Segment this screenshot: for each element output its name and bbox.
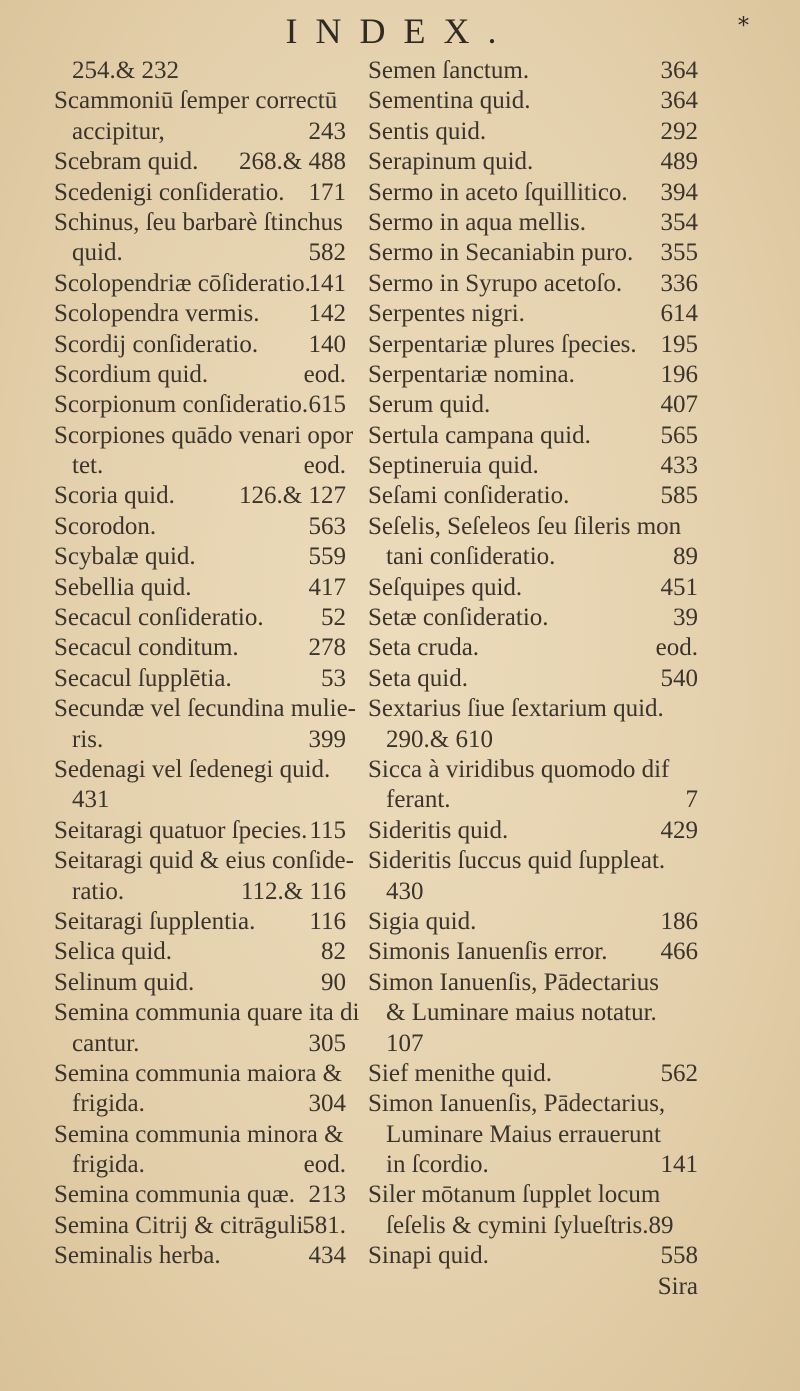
- entry-text: Seſquipes quid.: [368, 573, 523, 601]
- entry-text: Selinum quid.: [54, 968, 195, 996]
- index-entry: [368, 178, 698, 208]
- entry-text: Semina communia quare ita di: [54, 999, 360, 1027]
- index-entry: [54, 664, 346, 694]
- entry-text: cantur.: [72, 1029, 140, 1057]
- index-entry: [54, 117, 346, 147]
- page-number: 562: [660, 1059, 698, 1087]
- entry-text: Seminalis herba.: [54, 1242, 221, 1270]
- index-entry: [368, 481, 698, 511]
- entry-text: & Luminare maius notatur.: [386, 999, 657, 1027]
- entry-text: Secundæ vel ſecundina mulie-: [54, 695, 357, 723]
- entry-text: ſeſelis & cymini ſylueſtris.89: [386, 1211, 674, 1239]
- index-entry: [54, 633, 346, 663]
- entry-text: Semina communia maiora &: [54, 1059, 343, 1087]
- page-number: 243: [308, 117, 346, 145]
- page-number: 540: [660, 664, 698, 692]
- page-number: 407: [660, 391, 698, 419]
- entry-text: Sermo in Syrupo acetoſo.: [368, 269, 623, 297]
- page-number: 364: [660, 87, 698, 115]
- index-entry: [54, 998, 360, 1028]
- index-entry: [368, 1241, 698, 1271]
- index-entry: [368, 56, 698, 86]
- page-number: eod.: [655, 634, 698, 662]
- page-number: 171: [308, 178, 346, 206]
- page-number: 582: [308, 239, 346, 267]
- index-entry: [368, 694, 698, 724]
- entry-text: Seſami conſideratio.: [368, 482, 570, 510]
- index-entry: [54, 846, 354, 876]
- entry-text: Serpentes nigri.: [368, 300, 525, 328]
- page-number: 141: [308, 269, 346, 297]
- index-entry: [54, 816, 346, 846]
- page-number: 268.& 488: [239, 148, 346, 176]
- entry-text: Secacul conſideratio.: [54, 604, 264, 632]
- entry-text: in ſcordio.: [386, 1151, 489, 1179]
- page-number: 434: [308, 1242, 346, 1270]
- page-number: 429: [660, 816, 698, 844]
- index-entry: [368, 907, 698, 937]
- index-entry: [54, 238, 346, 268]
- index-entry: [368, 330, 698, 360]
- index-entry: [54, 1211, 346, 1241]
- entry-text: Sinapi quid.: [368, 1242, 489, 1270]
- page-number: 292: [660, 117, 698, 145]
- index-entry: [54, 694, 357, 724]
- entry-text: Sideritis quid.: [368, 816, 509, 844]
- entry-text: Scorpiones quādo venari opor: [54, 421, 354, 449]
- index-entry: [54, 86, 346, 116]
- entry-text: Seitaragi ſupplentia.: [54, 907, 256, 935]
- index-entry: [368, 238, 698, 268]
- entry-text: Sermo in aqua mellis.: [368, 208, 587, 236]
- entry-text: frigida.: [72, 1151, 145, 1179]
- index-entry: [368, 117, 698, 147]
- page-number: 278: [308, 634, 346, 662]
- entry-text: Sementina quid.: [368, 87, 531, 115]
- entry-text: Scedenigi conſideratio.: [54, 178, 285, 206]
- page-number: 7: [685, 786, 698, 814]
- star-icon: *: [738, 14, 749, 39]
- page-number: 53: [321, 664, 346, 692]
- entry-text: 430: [386, 877, 424, 905]
- index-entry: [54, 968, 346, 998]
- entry-text: Scebram quid.: [54, 148, 199, 176]
- index-entry: [54, 877, 346, 907]
- index-entry: [368, 299, 698, 329]
- page-number: 558: [660, 1242, 698, 1270]
- entry-text: Scybalæ quid.: [54, 543, 196, 571]
- index-entry: [54, 1029, 346, 1059]
- entry-text: quid.: [72, 239, 123, 267]
- index-entry: [54, 147, 346, 177]
- page-number: 559: [308, 543, 346, 571]
- catchword: Sira: [657, 1272, 698, 1300]
- entry-text: Simon Ianuenſis, Pādectarius: [368, 968, 659, 996]
- index-entry: [368, 1089, 698, 1119]
- index-entry: [54, 360, 346, 390]
- index-entry: [54, 451, 346, 481]
- page-number: 52: [321, 604, 346, 632]
- entry-text: Selica quid.: [54, 938, 173, 966]
- page-number: 394: [660, 178, 698, 206]
- index-entry: [54, 937, 346, 967]
- index-entry: [368, 269, 698, 299]
- index-entry: [368, 542, 698, 572]
- index-entry: [368, 390, 698, 420]
- entry-text: Sicca à viridibus quomodo dif: [368, 755, 670, 783]
- entry-text: Simon Ianuenſis, Pādectarius,: [368, 1090, 666, 1118]
- page-number: 615: [308, 391, 346, 419]
- entry-text: Seitaragi quatuor ſpecies.: [54, 816, 308, 844]
- entry-text: Scorpionum conſideratio.: [54, 391, 309, 419]
- page-number: 213: [308, 1181, 346, 1209]
- index-entry: [368, 1059, 698, 1089]
- index-entry: [368, 512, 698, 542]
- page-number: 489: [660, 148, 698, 176]
- index-entry: [368, 968, 698, 998]
- index-entry: [54, 56, 346, 86]
- index-entry: [54, 603, 346, 633]
- page-number: 115: [309, 816, 346, 844]
- left-column: [54, 56, 360, 1272]
- entry-text: 107: [386, 1029, 424, 1057]
- page-number: 581.: [302, 1211, 346, 1239]
- index-entry: [54, 208, 346, 238]
- page-number: 82: [321, 938, 346, 966]
- index-entry: [368, 633, 698, 663]
- page-number: 304: [308, 1090, 346, 1118]
- index-entry: [368, 816, 698, 846]
- entry-text: Sextarius ſiue ſextarium quid.: [368, 695, 664, 723]
- index-entry: [54, 1180, 346, 1210]
- index-entry: [368, 451, 698, 481]
- entry-text: frigida.: [72, 1090, 145, 1118]
- index-entry: [54, 907, 346, 937]
- entry-text: Sigia quid.: [368, 907, 477, 935]
- index-entry: [368, 755, 698, 785]
- index-entry: [54, 755, 346, 785]
- index-entry: [368, 421, 698, 451]
- page-number: 466: [660, 938, 698, 966]
- index-entry: [368, 86, 698, 116]
- page-number: 142: [308, 300, 346, 328]
- index-entry: [368, 846, 698, 876]
- index-entry: [368, 1180, 698, 1210]
- page-number: 90: [321, 968, 346, 996]
- page-number: 126.& 127: [239, 482, 346, 510]
- entry-text: Semina Citrij & citrāguli.: [54, 1211, 310, 1239]
- index-entry: [54, 299, 346, 329]
- entry-text: Semina communia quæ.: [54, 1181, 295, 1209]
- page-number: 141: [660, 1151, 698, 1179]
- index-entry: [54, 1241, 346, 1271]
- index-entry: [54, 178, 346, 208]
- entry-text: Seta quid.: [368, 664, 468, 692]
- page-number: 112.& 116: [240, 877, 346, 905]
- index-entry: [54, 573, 346, 603]
- index-entry: [368, 998, 698, 1028]
- page-number: 39: [673, 604, 698, 632]
- index-entry: [54, 481, 346, 511]
- page-number: eod.: [303, 1151, 346, 1179]
- page-number: 89: [673, 543, 698, 571]
- entry-text: Sentis quid.: [368, 117, 487, 145]
- index-entry: [368, 725, 698, 755]
- entry-text: Serum quid.: [368, 391, 491, 419]
- entry-text: ferant.: [386, 786, 451, 814]
- index-entry: [368, 1120, 698, 1150]
- page-number: 336: [660, 269, 698, 297]
- index-entry: [54, 1059, 346, 1089]
- entry-text: Simonis Ianuenſis error.: [368, 938, 608, 966]
- entry-text: Sermo in Secaniabin puro.: [368, 239, 634, 267]
- right-column: [368, 56, 698, 1302]
- entry-text: Semen ſanctum.: [368, 57, 530, 84]
- entry-text: 290.& 610: [386, 725, 493, 753]
- index-entry: [368, 147, 698, 177]
- index-entry: [54, 1120, 346, 1150]
- index-entry: [368, 360, 698, 390]
- entry-text: Septineruia quid.: [368, 452, 539, 480]
- entry-text: Scordium quid.: [54, 360, 209, 388]
- index-entry: [368, 937, 698, 967]
- entry-text: Serpentariæ plures ſpecies.: [368, 330, 637, 358]
- entry-text: Sebellia quid.: [54, 573, 192, 601]
- page-number: 585: [660, 482, 698, 510]
- entry-text: Scammoniū ſemper correctū: [54, 87, 338, 115]
- page-number: 364: [660, 57, 698, 84]
- page-number: 305: [308, 1029, 346, 1057]
- entry-text: accipitur,: [72, 117, 165, 145]
- index-entry: [368, 877, 698, 907]
- entry-text: Schinus, ſeu barbarè ſtinchus: [54, 208, 343, 236]
- entry-text: Sideritis ſuccus quid ſuppleat.: [368, 847, 666, 875]
- page-number: 614: [660, 300, 698, 328]
- index-entry: [368, 573, 698, 603]
- entry-text: ratio.: [72, 877, 125, 905]
- index-entry: [54, 1150, 346, 1180]
- entry-text: tet.: [72, 452, 104, 480]
- entry-text: Setæ conſideratio.: [368, 604, 549, 632]
- index-entry: [54, 512, 346, 542]
- entry-text: Seſelis, Seſeleos ſeu ſileris mon: [368, 512, 682, 540]
- page-number: 196: [660, 360, 698, 388]
- entry-text: Serpentariæ nomina.: [368, 360, 575, 388]
- page-number: 433: [660, 452, 698, 480]
- entry-text: ris.: [72, 725, 104, 753]
- page-number: 399: [308, 725, 346, 753]
- page-number: 565: [660, 421, 698, 449]
- entry-text: Luminare Maius errauerunt: [386, 1120, 661, 1148]
- entry-text: 431: [72, 786, 110, 814]
- index-entry: [54, 390, 346, 420]
- page-number: 417: [308, 573, 346, 601]
- index-entry: [54, 1089, 346, 1119]
- entry-text: Scolopendra vermis.: [54, 300, 260, 328]
- index-entry: [368, 208, 698, 238]
- page-number: 116: [309, 907, 346, 935]
- page-title: INDEX.: [285, 11, 515, 51]
- page-number: 140: [308, 330, 346, 358]
- entry-text: Scolopendriæ cōſideratio.: [54, 269, 311, 297]
- entry-text: Sertula campana quid.: [368, 421, 591, 449]
- index-entry: [54, 421, 354, 451]
- entry-text: Sief menithe quid.: [368, 1059, 552, 1087]
- index-entry: [54, 269, 346, 299]
- page-number: 563: [308, 512, 346, 540]
- page-number: eod.: [303, 360, 346, 388]
- entry-text: Secacul conditum.: [54, 634, 239, 662]
- page-number: 186: [660, 907, 698, 935]
- index-entry: [368, 1211, 698, 1241]
- entry-text: Semina communia minora &: [54, 1120, 344, 1148]
- index-entry: [368, 603, 698, 633]
- entry-text: Scorodon.: [54, 512, 157, 540]
- index-entry: [368, 1150, 698, 1180]
- index-entry: [54, 542, 346, 572]
- index-entry: [54, 330, 346, 360]
- entry-text: Seitaragi quid & eius conſide-: [54, 847, 354, 875]
- entry-text: Siler mōtanum ſupplet locum: [368, 1181, 661, 1209]
- page-number: 195: [660, 330, 698, 358]
- entry-text: Sedenagi vel ſedenegi quid.: [54, 755, 331, 783]
- index-entry: [368, 785, 698, 815]
- entry-text: Scordij conſideratio.: [54, 330, 259, 358]
- entry-text: tani conſideratio.: [386, 543, 556, 571]
- page-number: 355: [660, 239, 698, 267]
- entry-text: Scoria quid.: [54, 482, 175, 510]
- index-entry: [54, 725, 346, 755]
- entry-text: Seta cruda.: [368, 634, 480, 662]
- page-number: 354: [660, 208, 698, 236]
- index-entry: [54, 785, 346, 815]
- index-entry: [368, 664, 698, 694]
- page-number: eod.: [303, 452, 346, 480]
- index-entry: [368, 1029, 698, 1059]
- entry-text: Secacul ſupplētia.: [54, 664, 232, 692]
- page-number: 451: [660, 573, 698, 601]
- entry-text: 254.& 232: [72, 57, 179, 84]
- entry-text: Sermo in aceto ſquillitico.: [368, 178, 628, 206]
- entry-text: Serapinum quid.: [368, 148, 534, 176]
